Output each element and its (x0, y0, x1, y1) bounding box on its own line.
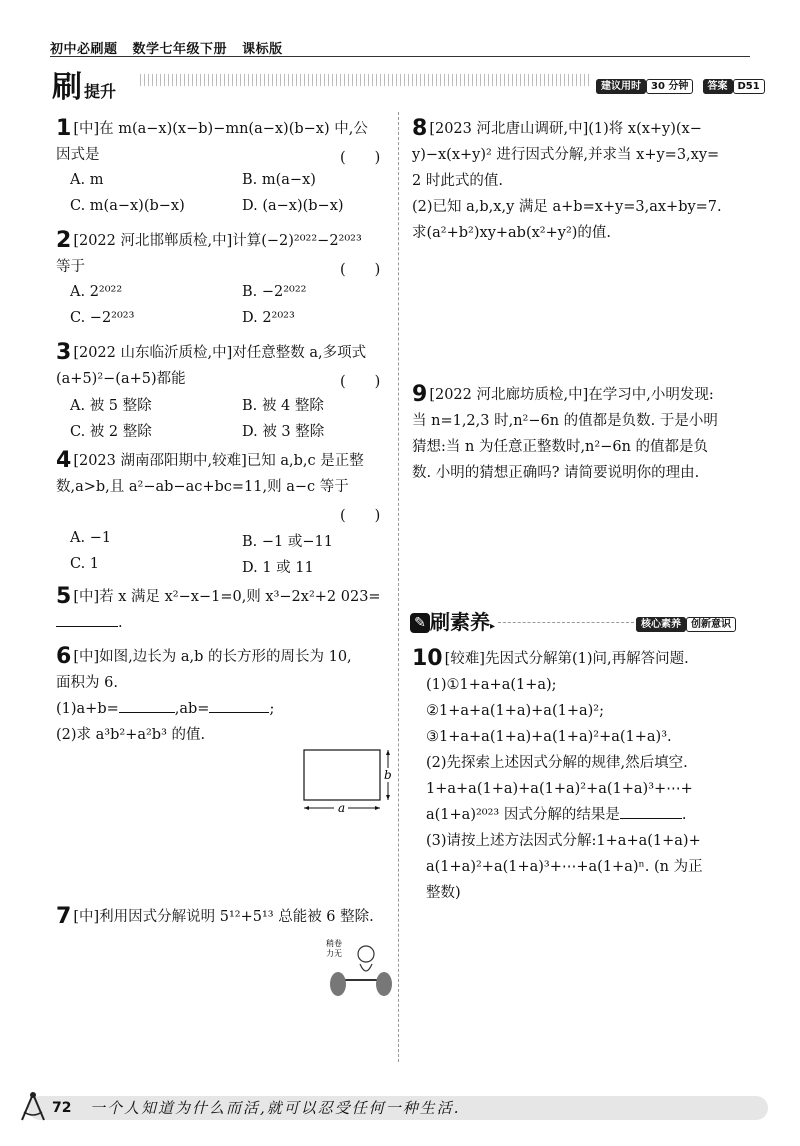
answer-paren: ( ) (340, 262, 381, 278)
section-brand (52, 62, 116, 106)
book-edition: 课标版 (242, 42, 283, 57)
column-divider (398, 112, 399, 1062)
question-text: 2 时此式的值. (412, 173, 503, 189)
question-text: a(1+a)²⁰²³ 因式分解的结果是 (426, 807, 620, 823)
book-title: 初中必刷题 (50, 42, 118, 57)
header-rule (50, 56, 750, 57)
question-text: [中]利用因式分解说明 5¹²+5¹³ 总能被 6 整除. (73, 909, 374, 925)
brand-big: 刷 (52, 70, 82, 105)
question-text: [2022 河北邯郸质检,中]计算(−2)²⁰²²−2²⁰²³ (73, 233, 362, 249)
question-text: [中]在 m(a−x)(x−b)−mn(a−x)(b−x) 中,公 (73, 121, 368, 137)
label-a: a (338, 801, 346, 815)
time-value: 30 分钟 (646, 79, 693, 94)
option-c: C. 1 (70, 556, 100, 572)
compass-icon (16, 1090, 50, 1124)
question-number: 2 (56, 228, 72, 253)
option-a: A. 2²⁰²² (70, 284, 123, 300)
question-number: 5 (56, 584, 72, 609)
question-4 (56, 448, 396, 500)
question-text: 数,a>b,且 a²−ab−ac+bc=11,则 a−c 等于 (56, 479, 349, 495)
answer-blank-product[interactable] (209, 698, 269, 713)
question-number: 9 (412, 382, 428, 407)
time-label: 建议用时 (596, 79, 646, 94)
svg-text:稍卷: 稍卷 (326, 939, 342, 948)
book-header (50, 38, 293, 57)
arrow-up-icon (386, 750, 390, 755)
question-number: 1 (56, 116, 72, 141)
option-a: A. 被 5 整除 (70, 398, 152, 414)
question-number: 4 (56, 448, 72, 473)
section-title (410, 606, 495, 635)
question-7 (56, 904, 396, 930)
option-c: C. 被 2 整除 (70, 424, 152, 440)
question-text: 1+a+a(1+a)+a(1+a)²+a(1+a)³+⋯+ (426, 781, 693, 797)
answer-blank[interactable] (56, 612, 118, 627)
question-text: (2)求 a³b²+a²b³ 的值. (56, 727, 206, 743)
question-text: (1)a+b= (56, 701, 119, 717)
arrow-right-icon (375, 806, 380, 810)
option-b: B. −1 或−11 (242, 534, 333, 550)
header-hatch (140, 74, 590, 86)
question-8 (412, 116, 752, 246)
question-text: ,ab= (174, 701, 210, 717)
question-text: [2022 山东临沂质检,中]对任意整数 a,多项式 (73, 345, 367, 361)
section-tags (636, 612, 736, 631)
svg-text:力无: 力无 (326, 949, 342, 958)
question-text: 猜想:当 n 为任意正整数时,n²−6n 的值都是负 (412, 439, 709, 455)
question-number: 7 (56, 904, 72, 929)
question-text: 整数) (426, 885, 461, 901)
question-text: (3)请按上述方法因式分解:1+a+a(1+a)+ (426, 833, 701, 849)
section-rule (498, 622, 634, 623)
question-text: ②1+a+a(1+a)+a(1+a)²; (426, 703, 604, 719)
rectangle-shape (304, 750, 380, 800)
answer-page: D51 (733, 79, 765, 94)
answer-blank-sum[interactable] (119, 698, 175, 713)
option-d: D. 1 或 11 (242, 560, 314, 576)
page-number: 72 (52, 1100, 72, 1116)
question-text: [2023 湖南邵阳期中,较难]已知 a,b,c 是正整 (73, 453, 364, 469)
answer-paren: ( ) (340, 150, 381, 166)
option-d: D. 2²⁰²³ (242, 310, 295, 326)
answer-paren: ( ) (340, 508, 381, 524)
question-text: (a+5)²−(a+5)都能 (56, 371, 186, 387)
question-number: 3 (56, 340, 72, 365)
option-c: C. m(a−x)(b−x) (70, 198, 185, 214)
label-b: b (384, 768, 392, 782)
question-number: 8 (412, 116, 428, 141)
option-a: A. m (70, 172, 104, 188)
question-5: 5 [中]若 x 满足 x²−x−1=0,则 x³−2x²+2 023= . (56, 584, 381, 631)
footer-motto: 一个人知道为什么而活,就可以忍受任何一种生活. (90, 1099, 461, 1117)
answer-label: 答案 (703, 79, 733, 94)
pen-icon: ✎ (410, 613, 430, 633)
question-text: [2023 河北唐山调研,中](1)将 x(x+y)(x− (429, 121, 702, 137)
question-text: 面积为 6. (56, 675, 118, 691)
question-10: 10 [较难]先因式分解第(1)问,再解答问题. (1)①1+a+a(1+a); ②1+a+a(1+a)+a(1+a)²; ③1+a+a(1+a)+a(1+a)²+a(1+a)³. (2)先探索上述因式分解的规律,然后填空. 1+a+a(1+a)+a(1+a)²+a(1+a)³+⋯+ a(1+a)²⁰²³ 因式分解的结果是 . (3)请按上述方法因式分解:1+a+a(1+a)+ a(1+a)²+a(1+a)³+⋯+a(1+a)ⁿ. (n 为正 整数) (412, 646, 703, 901)
question-text: (2)已知 a,b,x,y 满足 a+b=x+y=3,ax+by=7. (412, 199, 722, 215)
question-text: 当 n=1,2,3 时,n²−6n 的值都是负数. 于是小明 (412, 413, 718, 429)
option-c: C. −2²⁰²³ (70, 310, 135, 326)
question-text: y)−x(x+y)² 进行因式分解,并求当 x+y=3,xy= (412, 147, 720, 163)
option-a: A. −1 (70, 530, 112, 546)
question-text: 因式是 (56, 147, 100, 163)
arrow-right-icon: ▸ (490, 621, 496, 632)
section-title-text: 刷素养 (430, 610, 490, 634)
weightlifter-cartoon (324, 934, 394, 1000)
answer-blank[interactable] (620, 804, 682, 819)
question-text: 等于 (56, 259, 85, 275)
question-text: a(1+a)²+a(1+a)³+⋯+a(1+a)ⁿ. (n 为正 (426, 859, 703, 875)
arrow-down-icon (386, 795, 390, 800)
option-b: B. 被 4 整除 (242, 398, 324, 414)
answer-paren: ( ) (340, 374, 381, 390)
question-number: 10 (412, 646, 443, 671)
question-6: 6 [中]如图,边长为 a,b 的长方形的周长为 10, 面积为 6. (1)a+b= ,ab= ; (2)求 a³b²+a²b³ 的值. (56, 644, 352, 743)
question-text: [较难]先因式分解第(1)问,再解答问题. (444, 651, 689, 667)
brand-small: 提升 (84, 82, 117, 101)
question-text: 求(a²+b²)xy+ab(x²+y²)的值. (412, 225, 612, 241)
question-text: (1)①1+a+a(1+a); (426, 677, 557, 693)
question-text: [2022 河北廊坊质检,中]在学习中,小明发现: (429, 387, 714, 403)
innovation-tag: 创新意识 (686, 617, 736, 632)
header-tags (596, 74, 765, 93)
question-text: 数. 小明的猜想正确吗? 请简要说明你的理由. (412, 465, 700, 481)
question-text: [中]如图,边长为 a,b 的长方形的周长为 10, (73, 649, 352, 665)
option-d: D. (a−x)(b−x) (242, 198, 344, 214)
question-9 (412, 382, 752, 486)
option-d: D. 被 3 整除 (242, 424, 325, 440)
rectangle-figure (296, 744, 396, 818)
question-text: ③1+a+a(1+a)+a(1+a)²+a(1+a)³. (426, 729, 672, 745)
option-b: B. m(a−x) (242, 172, 316, 188)
arrow-left-icon (304, 806, 309, 810)
cartoon-caption (326, 938, 342, 958)
option-b: B. −2²⁰²² (242, 284, 307, 300)
question-number: 6 (56, 644, 72, 669)
question-text: [中]若 x 满足 x²−x−1=0,则 x³−2x²+2 023= (73, 589, 381, 605)
core-literacy-tag: 核心素养 (636, 617, 686, 632)
question-text: (2)先探索上述因式分解的规律,然后填空. (426, 755, 688, 771)
book-subject: 数学七年级下册 (132, 42, 228, 57)
